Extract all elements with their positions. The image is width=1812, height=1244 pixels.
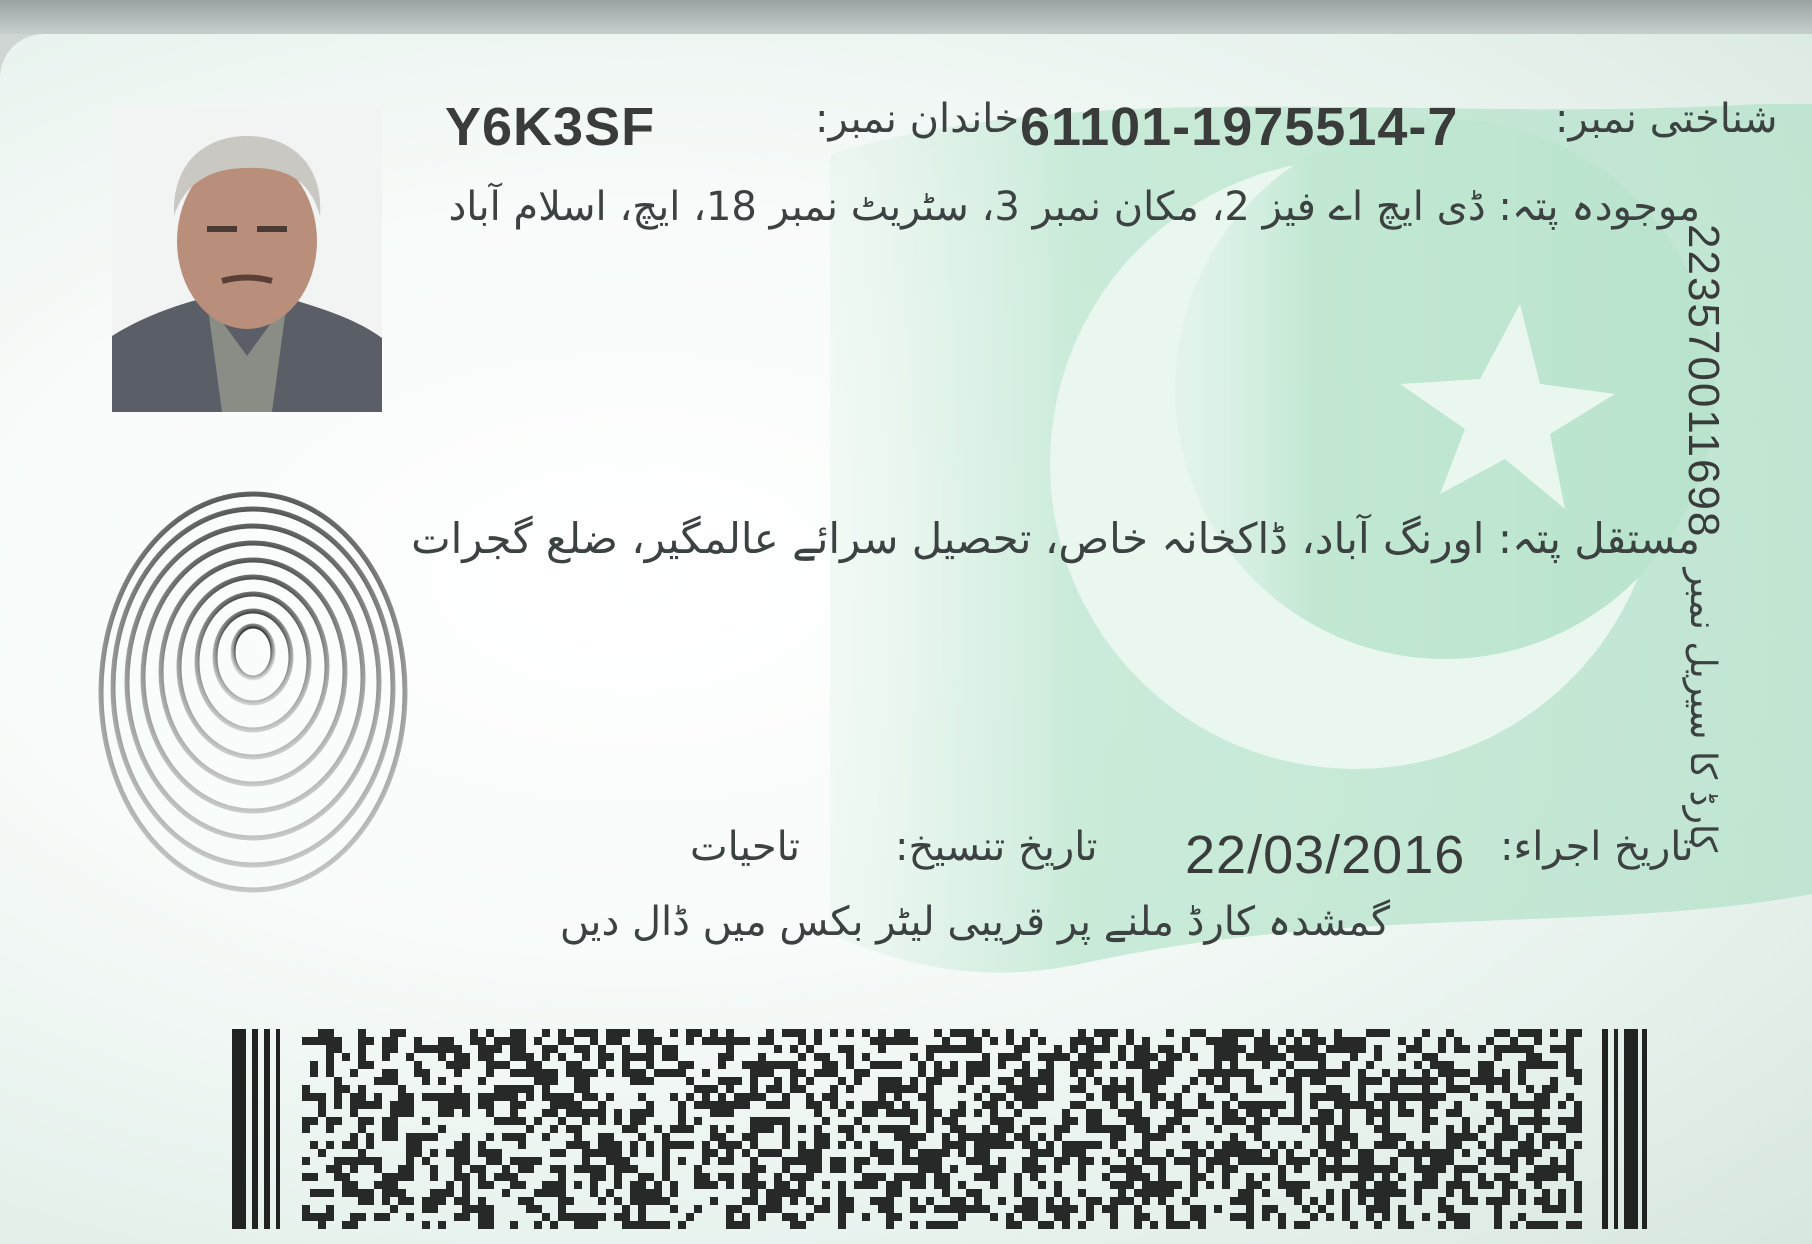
serial-label: کارڈ کا سیریل نمبر	[1682, 568, 1724, 853]
thumbprint-image	[88, 452, 418, 922]
holder-photo	[112, 106, 382, 412]
serial-number: 223570011698	[1679, 224, 1728, 539]
permanent-address: مستقل پتہ: اورنگ آباد، ڈاکخانہ خاص، تحصیل سرائے عالمگیر، ضلع گجرات	[411, 514, 1700, 563]
issue-date: 22/03/2016	[1185, 825, 1466, 885]
issue-date-label: تاریخ اجراء:	[1500, 824, 1694, 870]
current-address: موجودہ پتہ: ڈی ایچ اے فیز 2، مکان نمبر 3، سٹریٹ نمبر 18، ایچ، اسلام آباد	[448, 184, 1700, 230]
identity-number: 61101-1975514-7	[1020, 97, 1459, 157]
background-strip	[0, 0, 1812, 34]
id-card-back	[0, 34, 1812, 1244]
expiry-label: تاریخ تنسیخ:	[895, 824, 1098, 870]
identity-number-label: شناختی نمبر:	[1555, 96, 1778, 142]
family-number: Y6K3SF	[445, 97, 656, 157]
expiry-value: تاحیات	[690, 824, 800, 870]
card-serial	[1668, 224, 1738, 853]
pdf417-barcode	[232, 1029, 1647, 1229]
lost-card-notice: گمشدہ کارڈ ملنے پر قریبی لیٹر بکس میں ڈال دیں	[559, 899, 1390, 945]
family-number-label: خاندان نمبر:	[815, 96, 1020, 142]
